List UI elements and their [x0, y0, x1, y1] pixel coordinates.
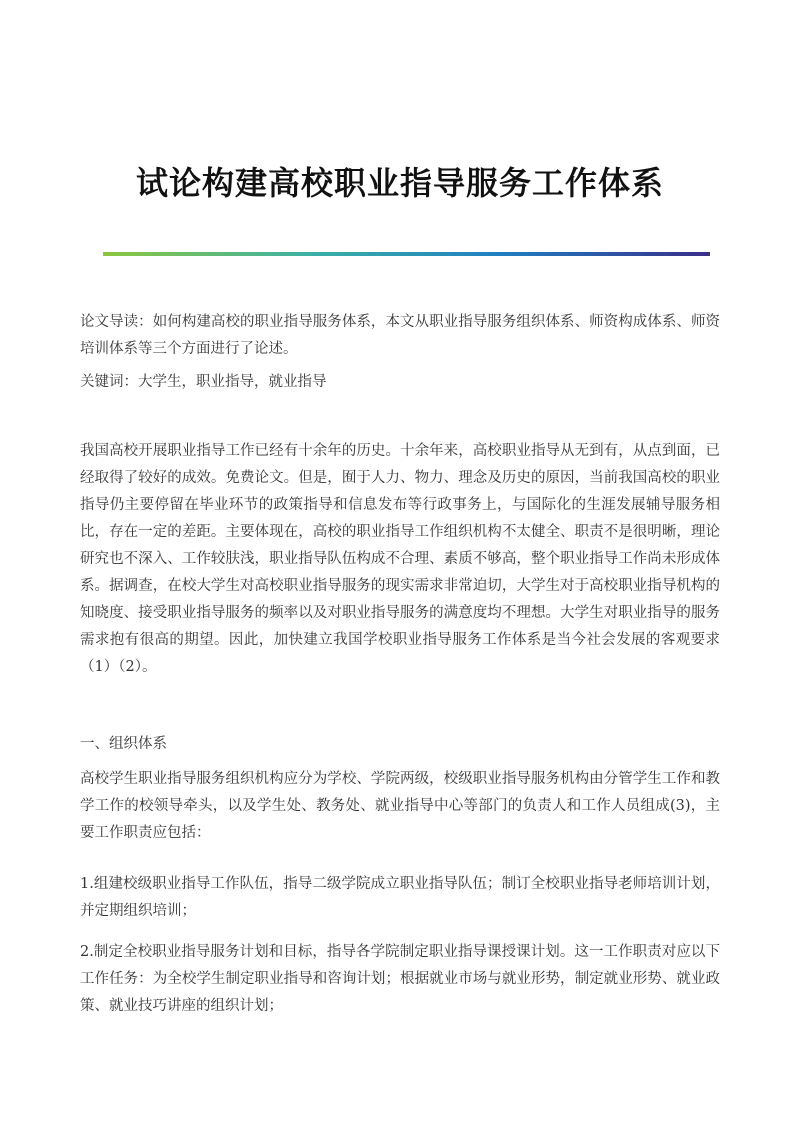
body-paragraph: 2.制定全校职业指导服务计划和目标，指导各学院制定职业指导课授课计划。这一工作职责对应以下工作任务：为全校学生制定职业指导和咨询计划；根据就业市场与就业形势，制定就业形势、就业政策、就业技巧讲座的组织计划；	[80, 944, 720, 1014]
body-paragraph: 我国高校开展职业指导工作已经有十余年的历史。十余年来，高校职业指导从无到有，从点到面，已经取得了较好的成效。免费论文。但是，囿于人力、物力、理念及历史的原因，当前我国高校的职业指导仍主要停留在毕业环节的政策指导和信息发布等行政事务上，与国际化的生涯发展辅导服务相比，存在一定的差距。主要体现在，高校的职业指导工作组织机构不太健全、职责不是很明晰，理论研究也不深入、工作较肤浅，职业指导队伍构成不合理、素质不够高，整个职业指导工作尚未形成体系。据调查，在校大学生对高校职业指导服务的现实需求非常迫切，大学生对于高校职业指导机构的知晓度、接受职业指导服务的频率以及对职业指导服务的满意度均不理想。大学生对职业指导的服务需求抱有很高的期望。因此，加快建立我国学校职业指导服务工作体系是当今社会发展的客观要求（1）（2）。	[80, 443, 720, 675]
body-paragraph: 1.组建校级职业指导工作队伍，指导二级学院成立职业指导队伍；制订全校职业指导老师培训计划，并定期组织培训；	[80, 876, 720, 919]
document-title: 试论构建高校职业指导服务工作体系	[135, 164, 664, 202]
body-paragraph: 高校学生职业指导服务组织机构应分为学校、学院两级，校级职业指导服务机构由分管学生工作和教学工作的校领导牵头，以及学生处、教务处、就业指导中心等部门的负责人和工作人员组成(3)，主要工作职责应包括：	[80, 771, 720, 841]
abstract: 论文导读：如何构建高校的职业指导服务体系，本文从职业指导服务组织体系、师资构成体系、师资培训体系等三个方面进行了论述。	[80, 314, 720, 357]
title-divider	[103, 252, 710, 256]
section-heading: 一、组织体系	[80, 736, 167, 752]
keywords: 关键词：大学生，职业指导，就业指导	[80, 374, 327, 390]
